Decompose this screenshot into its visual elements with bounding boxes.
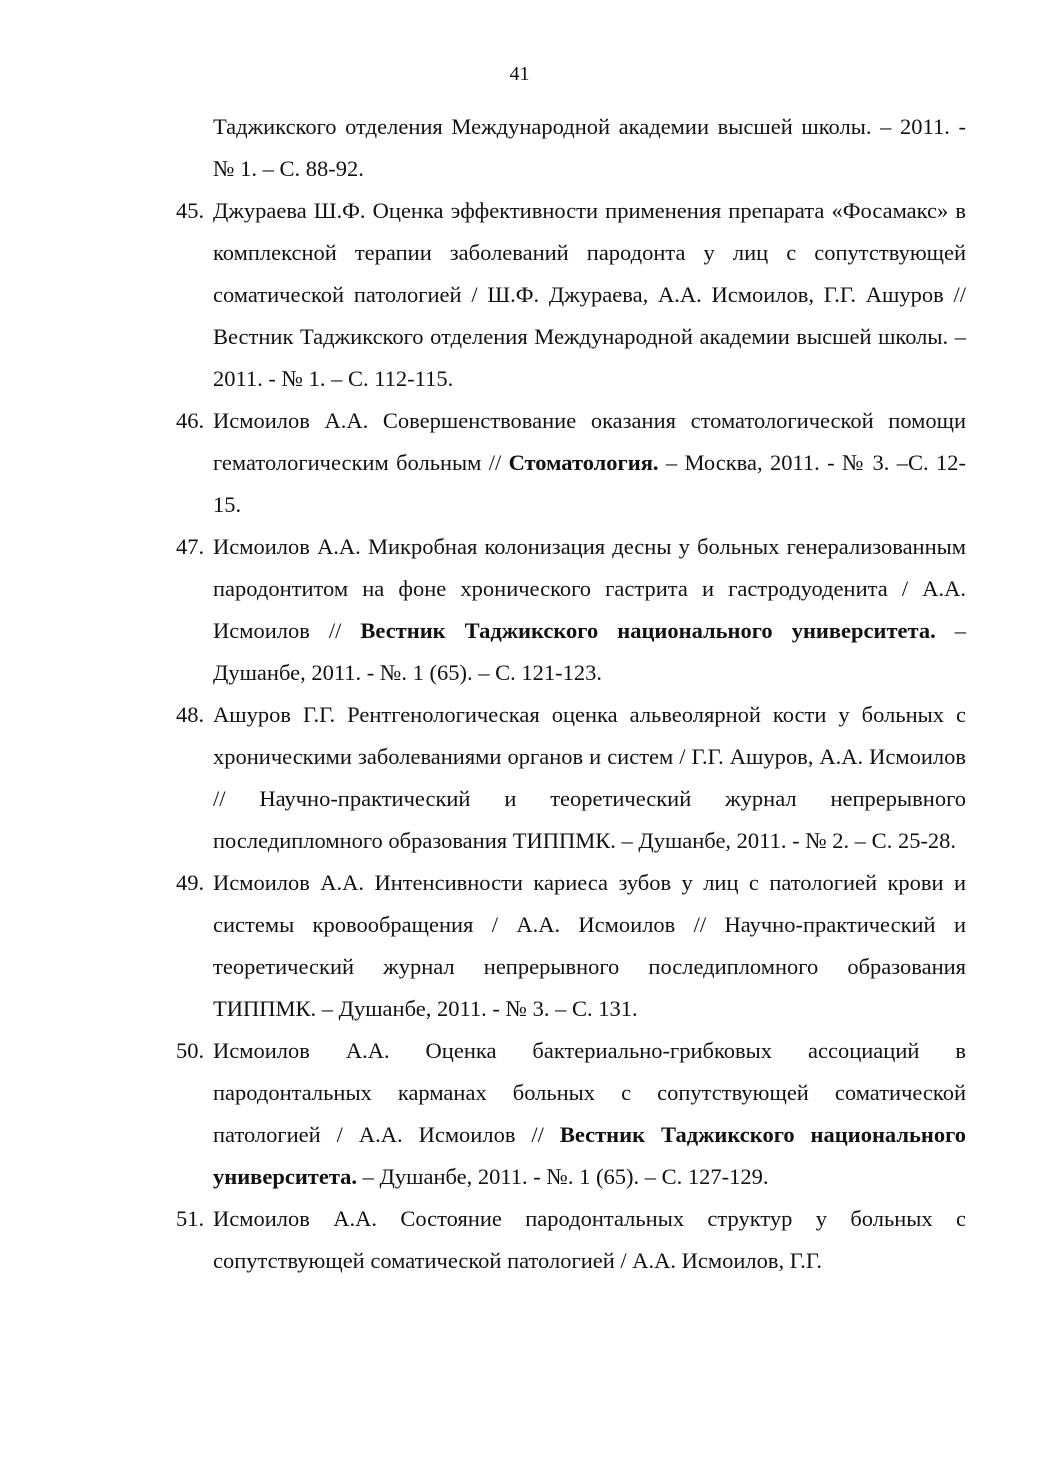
journal-title: Стоматология. xyxy=(508,450,659,475)
reference-continuation xyxy=(176,106,966,190)
reference-text: – Душанбе, 2011. - №. 1 (65). – С. 121-123. xyxy=(213,618,967,685)
reference-item-46 xyxy=(176,400,966,526)
reference-text: Исмоилов А.А. Состояние пародонтальных структур у больных с сопутствующей соматической патологией / А.А. Исмоилов, Г.Г. xyxy=(213,1206,966,1273)
journal-title: Вестник Таджикского национального университета. xyxy=(360,618,936,643)
reference-number: 46. xyxy=(176,408,205,433)
reference-text: Исмоилов А.А. Совершенствование оказания стоматологической помощи гематологическим больным // xyxy=(213,408,966,475)
reference-item-48 xyxy=(176,694,966,862)
reference-text: Исмоилов А.А. Микробная колонизация десны у больных генерализованным пародонтитом на фоне хронического гастрита и гастродуоденита / А.А. Исмоилов // xyxy=(213,534,966,643)
reference-text: – Москва, 2011. - № 3. –С. 12-15. xyxy=(213,450,966,517)
reference-number: 48. xyxy=(176,702,205,727)
reference-item-49 xyxy=(176,862,966,1030)
reference-text: Исмоилов А.А. Оценка бактериально-грибковых ассоциаций в пародонтальных карманах больных с сопутствующей соматической патологией / А.А. Исмоилов // xyxy=(213,1038,966,1147)
reference-item-47 xyxy=(176,526,966,694)
reference-number: 50. xyxy=(176,1038,205,1063)
reference-text: Ашуров Г.Г. Рентгенологическая оценка альвеолярной кости у больных с хроническими заболеваниями органов и систем / Г.Г. Ашуров, А.А. Исмоилов // Научно-практический и теоретический журнал непрерывного последипломного образования ТИППМК. – Душанбе, 2011. - № 2. – С. 25-28. xyxy=(213,702,966,853)
page-number: 41 xyxy=(509,63,530,85)
reference-list xyxy=(176,106,966,1282)
reference-item-50 xyxy=(176,1030,966,1198)
reference-item-45 xyxy=(176,190,966,400)
journal-title: Вестник Таджикского национального университета. xyxy=(213,1122,967,1189)
reference-text: Джураева Ш.Ф. Оценка эффективности применения препарата «Фосамакс» в комплексной терапии заболеваний пародонта у лиц с сопутствующей соматической патологией / Ш.Ф. Джураева, А.А. Исмоилов, Г.Г. Ашуров // Вестник Таджикского отделения Международной академии высшей школы. – 2011. - № 1. – С. 112-115. xyxy=(213,198,966,391)
reference-number: 49. xyxy=(176,870,205,895)
reference-number: 45. xyxy=(176,198,205,223)
reference-number: 51. xyxy=(176,1206,205,1231)
reference-item-51 xyxy=(176,1198,966,1282)
reference-text: Исмоилов А.А. Интенсивности кариеса зубов у лиц с патологией крови и системы кровообращения / А.А. Исмоилов // Научно-практический и теоретический журнал непрерывного последипломного образования ТИППМК. – Душанбе, 2011. - № 3. – С. 131. xyxy=(213,870,966,1021)
reference-text: Таджикского отделения Международной академии высшей школы. – 2011. - № 1. – С. 88-92. xyxy=(213,114,966,181)
reference-text: – Душанбе, 2011. - №. 1 (65). – С. 127-129. xyxy=(357,1164,769,1189)
reference-number: 47. xyxy=(176,534,205,559)
